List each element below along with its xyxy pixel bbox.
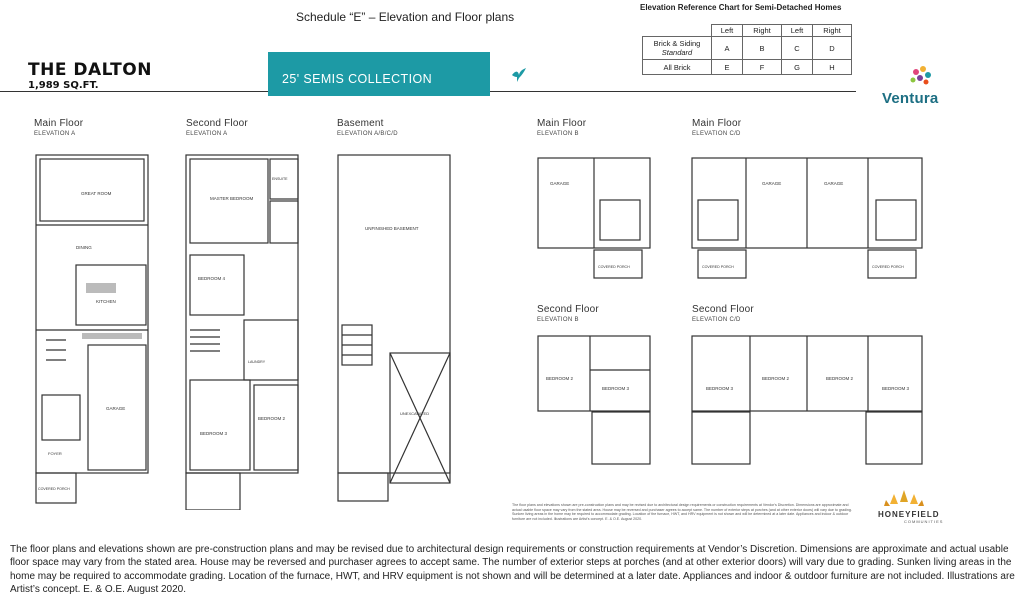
room-label: GARAGE xyxy=(762,181,782,186)
honeyfield-sub: COMMUNITIES xyxy=(904,519,944,524)
room-label: COVERED PORCH xyxy=(872,265,904,269)
room-label: BEDROOM 3 xyxy=(200,431,228,436)
table-cell: C xyxy=(782,37,813,60)
second-floor-cd-plan xyxy=(686,330,936,470)
table-cell: G xyxy=(782,60,813,75)
plan-subtitle: ELEVATION B xyxy=(537,317,579,323)
table-header-cell: Right xyxy=(813,25,852,37)
row-label: All Brick xyxy=(643,60,712,75)
table-cell: A xyxy=(712,37,743,60)
table-header-row xyxy=(643,25,852,37)
second-floor-b-plan xyxy=(530,330,660,470)
room-label: COVERED PORCH xyxy=(38,487,70,491)
schedule-title: Schedule “E” – Elevation and Floor plans xyxy=(296,10,515,24)
room-label: LAUNDRY xyxy=(248,360,266,364)
plan-subtitle: ELEVATION A xyxy=(186,131,228,137)
room-label: GARAGE xyxy=(824,181,844,186)
plan-subtitle: ELEVATION A xyxy=(34,131,76,137)
room-label: DINING xyxy=(76,245,92,250)
main-floor-a-plan xyxy=(26,145,154,510)
room-label: UNEXCAVATED xyxy=(400,411,430,416)
plan-title: Second Floor xyxy=(692,304,754,315)
bird-icon xyxy=(510,66,528,84)
reference-chart-title: Elevation Reference Chart for Semi-Detached Homes xyxy=(640,3,842,12)
room-label: GARAGE xyxy=(550,181,570,186)
model-sqft: 1,989 SQ.FT. xyxy=(28,80,99,91)
plan-title: Main Floor xyxy=(537,118,587,129)
honeyfield-name: HONEYFIELD xyxy=(878,510,940,519)
room-label: BEDROOM 3 xyxy=(706,386,734,391)
room-label: GREAT ROOM xyxy=(81,191,112,196)
table-cell: F xyxy=(743,60,782,75)
plan-title: Basement xyxy=(337,118,384,129)
plan-subtitle: ELEVATION B xyxy=(537,131,579,137)
table-cell: H xyxy=(813,60,852,75)
table-row xyxy=(643,60,852,75)
collection-label: 25' SEMIS COLLECTION xyxy=(282,72,433,86)
table-row xyxy=(643,37,852,60)
room-label: COVERED PORCH xyxy=(702,265,734,269)
model-name: THE DALTON xyxy=(28,60,152,80)
plan-title: Main Floor xyxy=(692,118,742,129)
room-label: KITCHEN xyxy=(96,299,116,304)
plan-fine-print: The floor plans and elevations shown are pre-construction plans and may be revised due to architectural design requirements or construction requirements at Vendor's Discretion. Dimensions are approximate and actual usable floor space may vary from the stated area. House may be reversed and purchaser agrees to accept same. The number of exterior steps at porches (and at other exterior doors) will vary due to grading. Sunken living areas in the home may be required to accommodate grading. Location of the furnace, HWT, and HRV equipment is not shown and will be determined at a later date. Appliances and indoor & outdoor furniture are not included. Illustrations are Artist's concept. E. & O.E. August 2020. xyxy=(512,503,852,521)
room-label: GARAGE xyxy=(106,406,126,411)
plan-subtitle: ELEVATION C/D xyxy=(692,131,741,137)
room-label: BEDROOM 2 xyxy=(762,376,790,381)
row-label-line2: Standard xyxy=(661,48,693,57)
table-cell: B xyxy=(743,37,782,60)
room-label: BEDROOM 2 xyxy=(546,376,574,381)
main-floor-cd-plan xyxy=(686,150,936,280)
table-cell: D xyxy=(813,37,852,60)
table-header-cell: Right xyxy=(743,25,782,37)
room-label: BEDROOM 3 xyxy=(882,386,910,391)
main-floor-b-plan xyxy=(530,150,660,280)
table-cell: E xyxy=(712,60,743,75)
room-label: FOYER xyxy=(48,451,62,456)
plan-subtitle: ELEVATION C/D xyxy=(692,317,741,323)
room-label: UNFINISHED BASEMENT xyxy=(365,226,419,231)
table-header-cell: Left xyxy=(712,25,743,37)
room-label: MASTER BEDROOM xyxy=(210,196,254,201)
room-label: BEDROOM 2 xyxy=(258,416,286,421)
disclaimer-text: The floor plans and elevations shown are pre-construction plans and may be revised due to architectural design requirements or construction requirements at Vendor’s Discretion. Dimensions are approximate and actual usable floor space may vary from the stated area. House may be reversed and purchaser agrees to accept same. The number of exterior steps at porches (and at other exterior doors) will vary due to grading. Sunken living areas in the home may be required to accommodate grading. Location of the furnace, HWT, and HRV equipment is not shown and will be determined at a later date. Appliances and indoor & outdoor furniture are not included. Illustrations are Artist’s concept. E. & O.E. August 2020. xyxy=(10,544,1015,596)
plan-title: Second Floor xyxy=(537,304,599,315)
room-label: BEDROOM 3 xyxy=(602,386,630,391)
plan-title: Second Floor xyxy=(186,118,248,129)
plan-subtitle: ELEVATION A/B/C/D xyxy=(337,131,398,137)
brand-name: Ventura xyxy=(882,90,939,107)
elevation-reference-table xyxy=(642,24,852,75)
row-label xyxy=(643,37,712,60)
table-header-cell: Left xyxy=(782,25,813,37)
room-label: BEDROOM 2 xyxy=(826,376,854,381)
room-label: ENSUITE xyxy=(272,177,288,181)
basement-plan xyxy=(330,145,460,510)
row-label-line1: Brick & Siding xyxy=(653,39,701,48)
ventura-logo-icon xyxy=(904,64,938,90)
room-label: BEDROOM 4 xyxy=(198,276,226,281)
plan-title: Main Floor xyxy=(34,118,84,129)
honeyfield-logo-icon xyxy=(880,488,928,510)
room-label: COVERED PORCH xyxy=(598,265,630,269)
second-floor-a-plan xyxy=(180,145,310,510)
